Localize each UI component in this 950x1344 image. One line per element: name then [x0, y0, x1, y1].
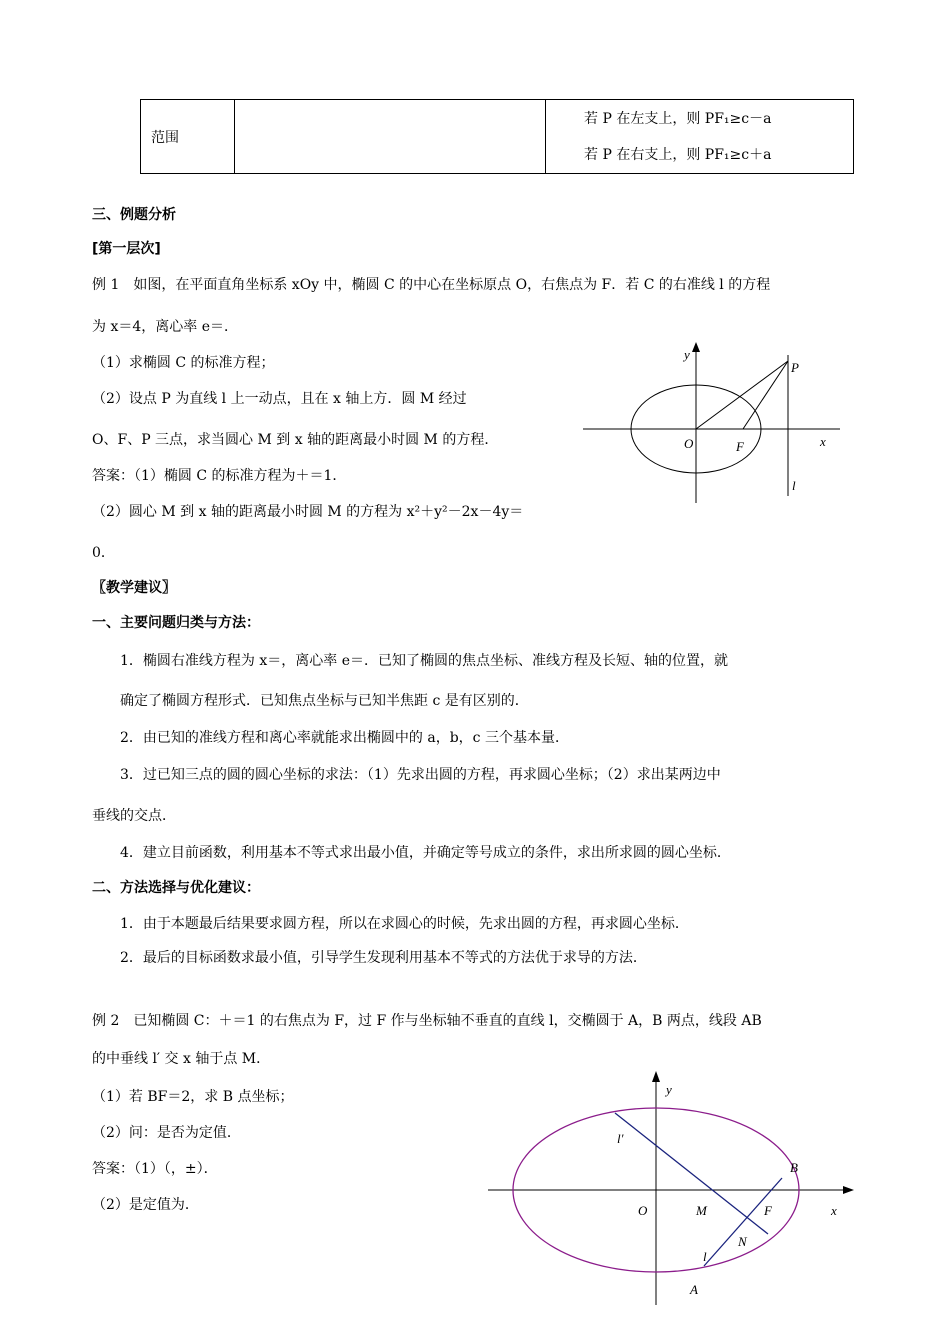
- ex2-line2: 的中垂线 l′ 交 x 轴于点 M．: [92, 1051, 271, 1067]
- ex1-line1: 例 1 如图，在平面直角坐标系 xOy 中，椭圆 C 的中心在坐标原点 O，右焦点为 F．若 C 的右准线 l 的方程: [92, 277, 771, 293]
- part2-title: 二、方法选择与优化建议：: [92, 880, 260, 896]
- fig1-label-f: F: [736, 439, 744, 454]
- fig1-label-l: l: [792, 478, 796, 493]
- fig1-label-x: x: [820, 434, 826, 449]
- ex2-answer2: （2）是定值为．: [92, 1197, 199, 1213]
- fig2-label-lp: l′: [617, 1131, 624, 1146]
- range-table: [140, 99, 854, 174]
- fig2-label-a: A: [690, 1282, 698, 1297]
- y-axis-arrow-icon: [652, 1071, 660, 1082]
- segment-fp: [743, 361, 788, 429]
- range-cell-line-2: 若 P 在右支上，则 PF₁≥c＋a: [584, 146, 772, 163]
- teach-title: 〖教学建议〗: [92, 580, 176, 596]
- ex2-line1: 例 2 已知椭圆 C：＋＝1 的右焦点为 F，过 F 作与坐标轴不垂直的直线 l，交椭圆于 A，B 两点，线段 AB: [92, 1013, 762, 1029]
- range-cell-line-1: 若 P 在左支上，则 PF₁≥c－a: [584, 110, 772, 127]
- section3-title: 三、例题分析: [92, 207, 176, 223]
- range-label-text: 范围: [151, 129, 179, 146]
- ex1-line2: 为 x＝4，离心率 e＝．: [92, 319, 238, 335]
- ex2-answer1: 答案：（1）（，±）．: [92, 1161, 218, 1177]
- range-empty-cell: [235, 100, 546, 174]
- part1-item: 确定了椭圆方程形式．已知焦点坐标与已知半焦距 c 是有区别的．: [120, 693, 529, 709]
- y-axis-arrow-icon: [692, 342, 700, 352]
- part1-item: 垂线的交点．: [92, 808, 176, 824]
- fig2-label-o: O: [638, 1203, 648, 1218]
- chord-ab: [704, 1178, 782, 1266]
- range-label: [141, 100, 235, 174]
- ex2-q1: （1）若 BF＝2，求 B 点坐标；: [92, 1089, 294, 1105]
- part1-item: 4．建立目前函数，利用基本不等式求出最小值，并确定等号成立的条件，求出所求圆的圆心坐标．: [120, 845, 731, 861]
- ex1-answer2: （2）圆心 M 到 x 轴的距离最小时圆 M 的方程为 x²＋y²－2x－4y＝: [92, 504, 524, 520]
- ellipse-figure-2: [484, 1066, 858, 1306]
- x-axis-arrow-icon: [843, 1186, 854, 1194]
- part1-item: 2．由已知的准线方程和离心率就能求出椭圆中的 a，b，c 三个基本量．: [120, 730, 569, 746]
- fig2-label-b: B: [790, 1160, 798, 1175]
- part2-item: 1．由于本题最后结果要求圆方程，所以在求圆心的时候，先求出圆的方程，再求圆心坐标．: [120, 916, 689, 932]
- fig2-label-x: x: [831, 1203, 837, 1218]
- fig1-label-p: P: [791, 360, 799, 375]
- segment-op: [696, 361, 788, 429]
- ex1-q2b: O、F、P 三点，求当圆心 M 到 x 轴的距离最小时圆 M 的方程．: [92, 432, 499, 448]
- ex2-q2: （2）问：是否为定值．: [92, 1125, 241, 1141]
- fig1-label-o: O: [684, 436, 694, 451]
- range-cell: [546, 100, 854, 174]
- part1-title: 一、主要问题归类与方法：: [92, 615, 260, 631]
- fig2-label-f: F: [764, 1203, 772, 1218]
- ex1-answer2-cont: 0．: [92, 545, 115, 561]
- level1-label: [第一层次]: [92, 241, 161, 257]
- part1-item: 3．过已知三点的圆的圆心坐标的求法：（1）先求出圆的方程，再求圆心坐标；（2）求出某两边中: [120, 767, 721, 783]
- fig1-label-y: y: [684, 347, 690, 362]
- fig2-label-m: M: [696, 1203, 707, 1218]
- ex1-q2a: （2）设点 P 为直线 l 上一动点，且在 x 轴上方．圆 M 经过: [92, 391, 467, 407]
- part2-item: 2．最后的目标函数求最小值，引导学生发现利用基本不等式的方法优于求导的方法．: [120, 950, 647, 966]
- part1-item: 1．椭圆右准线方程为 x＝，离心率 e＝．已知了椭圆的焦点坐标、准线方程及长短、轴的位置，就: [120, 653, 728, 669]
- fig2-label-l: l: [703, 1249, 707, 1264]
- ellipse-figure-1: [578, 340, 848, 510]
- fig2-label-y: y: [666, 1082, 672, 1097]
- ex1-q1: （1）求椭圆 C 的标准方程；: [92, 355, 275, 371]
- ex1-answer1: 答案：（1）椭圆 C 的标准方程为＋＝1．: [92, 468, 347, 484]
- fig2-label-n: N: [738, 1234, 747, 1249]
